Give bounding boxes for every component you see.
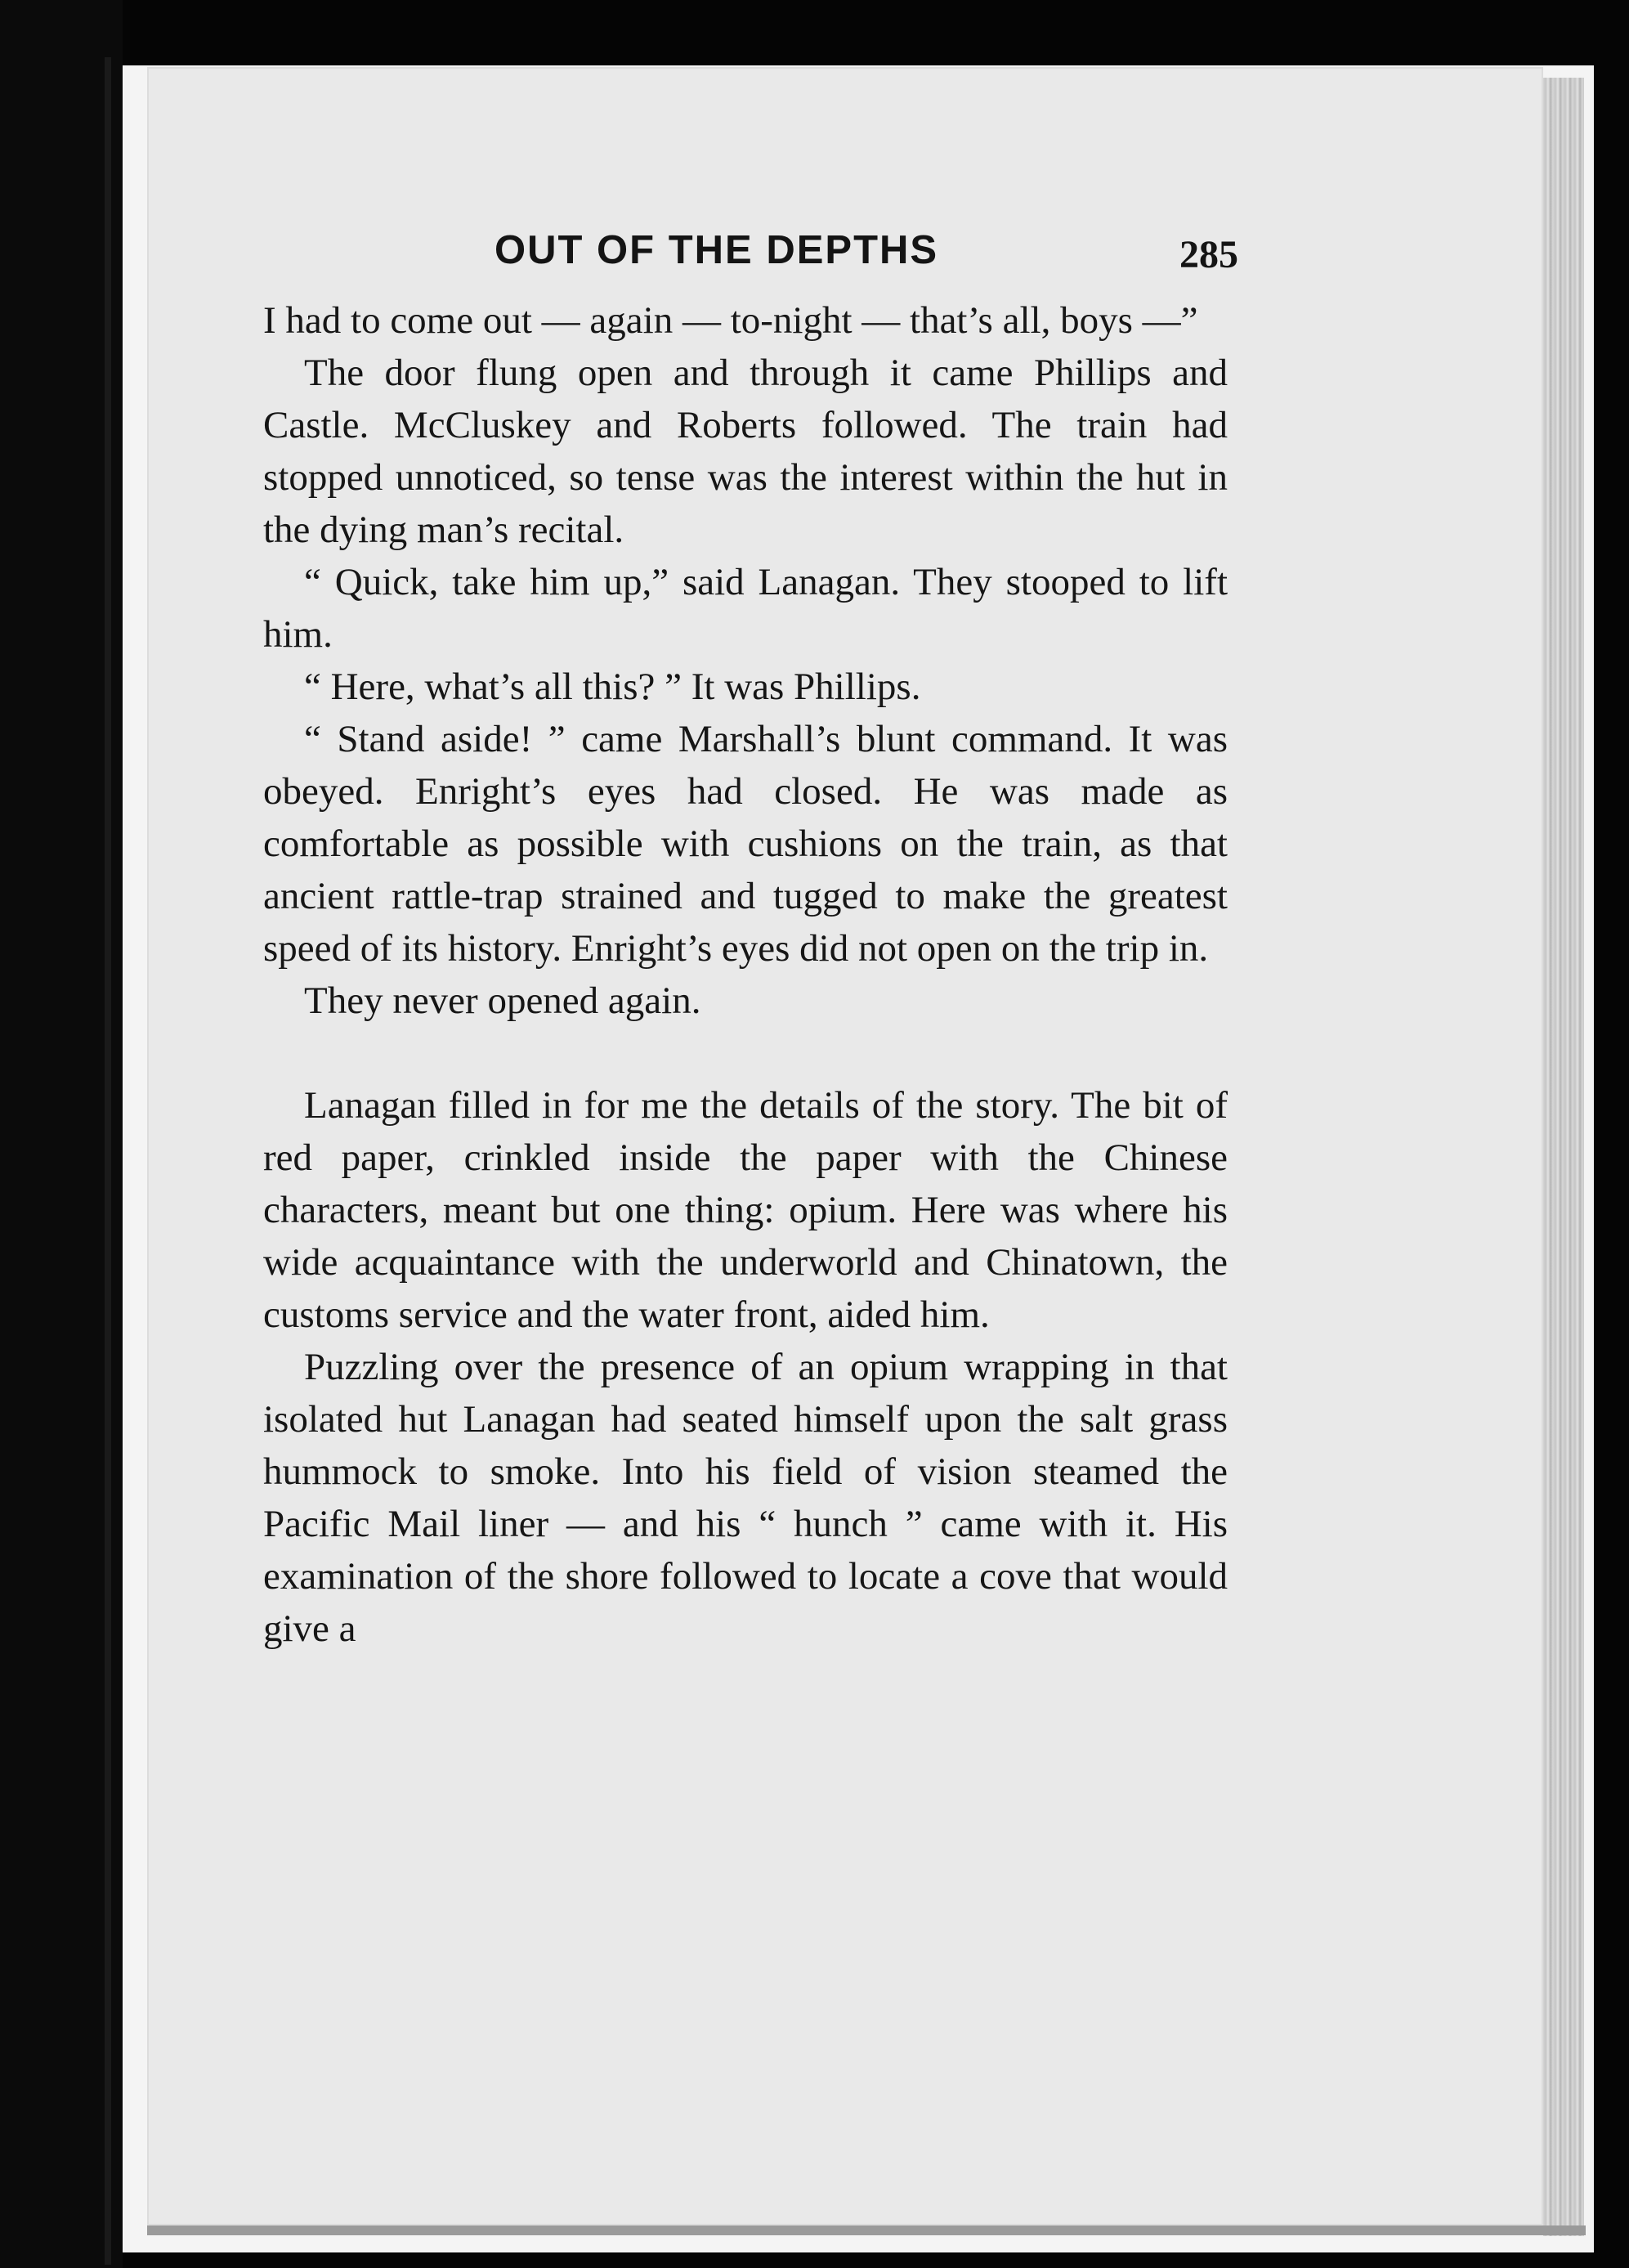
- paragraph: “ Stand aside! ” came Marshall’s blunt command. It was obeyed. Enright’s eyes had closed. He was made as comfortable as possible with cushions on the train, as that ancient rattle-trap strained and tugged to make the greatest speed of its history. Enright’s eyes did not open on the trip in.: [263, 718, 1228, 970]
- page-number: 285: [1179, 233, 1238, 276]
- paragraph: Lanagan filled in for me the details of the story. The bit of red paper, crinkled inside the paper with the Chinese characters, meant but one thing: opium. Here was where his wide acquaintance with the underworld and Chinatown, the customs service and the water front, aided him.: [263, 1084, 1228, 1336]
- paragraph: They never opened again.: [304, 979, 701, 1022]
- paragraph: I had to come out — again — to-night — that’s all, boys —”: [263, 299, 1198, 342]
- page-bottom-shadow: [147, 2225, 1586, 2235]
- paragraph: “ Quick, take him up,” said Lanagan. They stooped to lift him.: [263, 561, 1228, 656]
- page-header: [266, 219, 1238, 285]
- running-title: OUT OF THE DEPTHS: [495, 228, 939, 272]
- paragraph: The door flung open and through it came Phillips and Castle. McCluskey and Roberts followed. The train had stopped unnoticed, so tense was the interest within the hut in the dying man’s recital.: [263, 352, 1228, 551]
- body-text: [263, 294, 1228, 1655]
- paragraph: Puzzling over the presence of an opium wrapping in that isolated hut Lanagan had seated himself upon the salt grass hummock to smoke. Into his field of vision steamed the Pacific Mail liner — and his “ hunch ” came with it. His examination of the shore followed to locate a cove that would give a: [263, 1346, 1228, 1650]
- page-edge-stack: [1543, 78, 1584, 2236]
- binding-line: [105, 57, 111, 2265]
- paragraph: “ Here, what’s all this? ” It was Phillips.: [304, 666, 921, 708]
